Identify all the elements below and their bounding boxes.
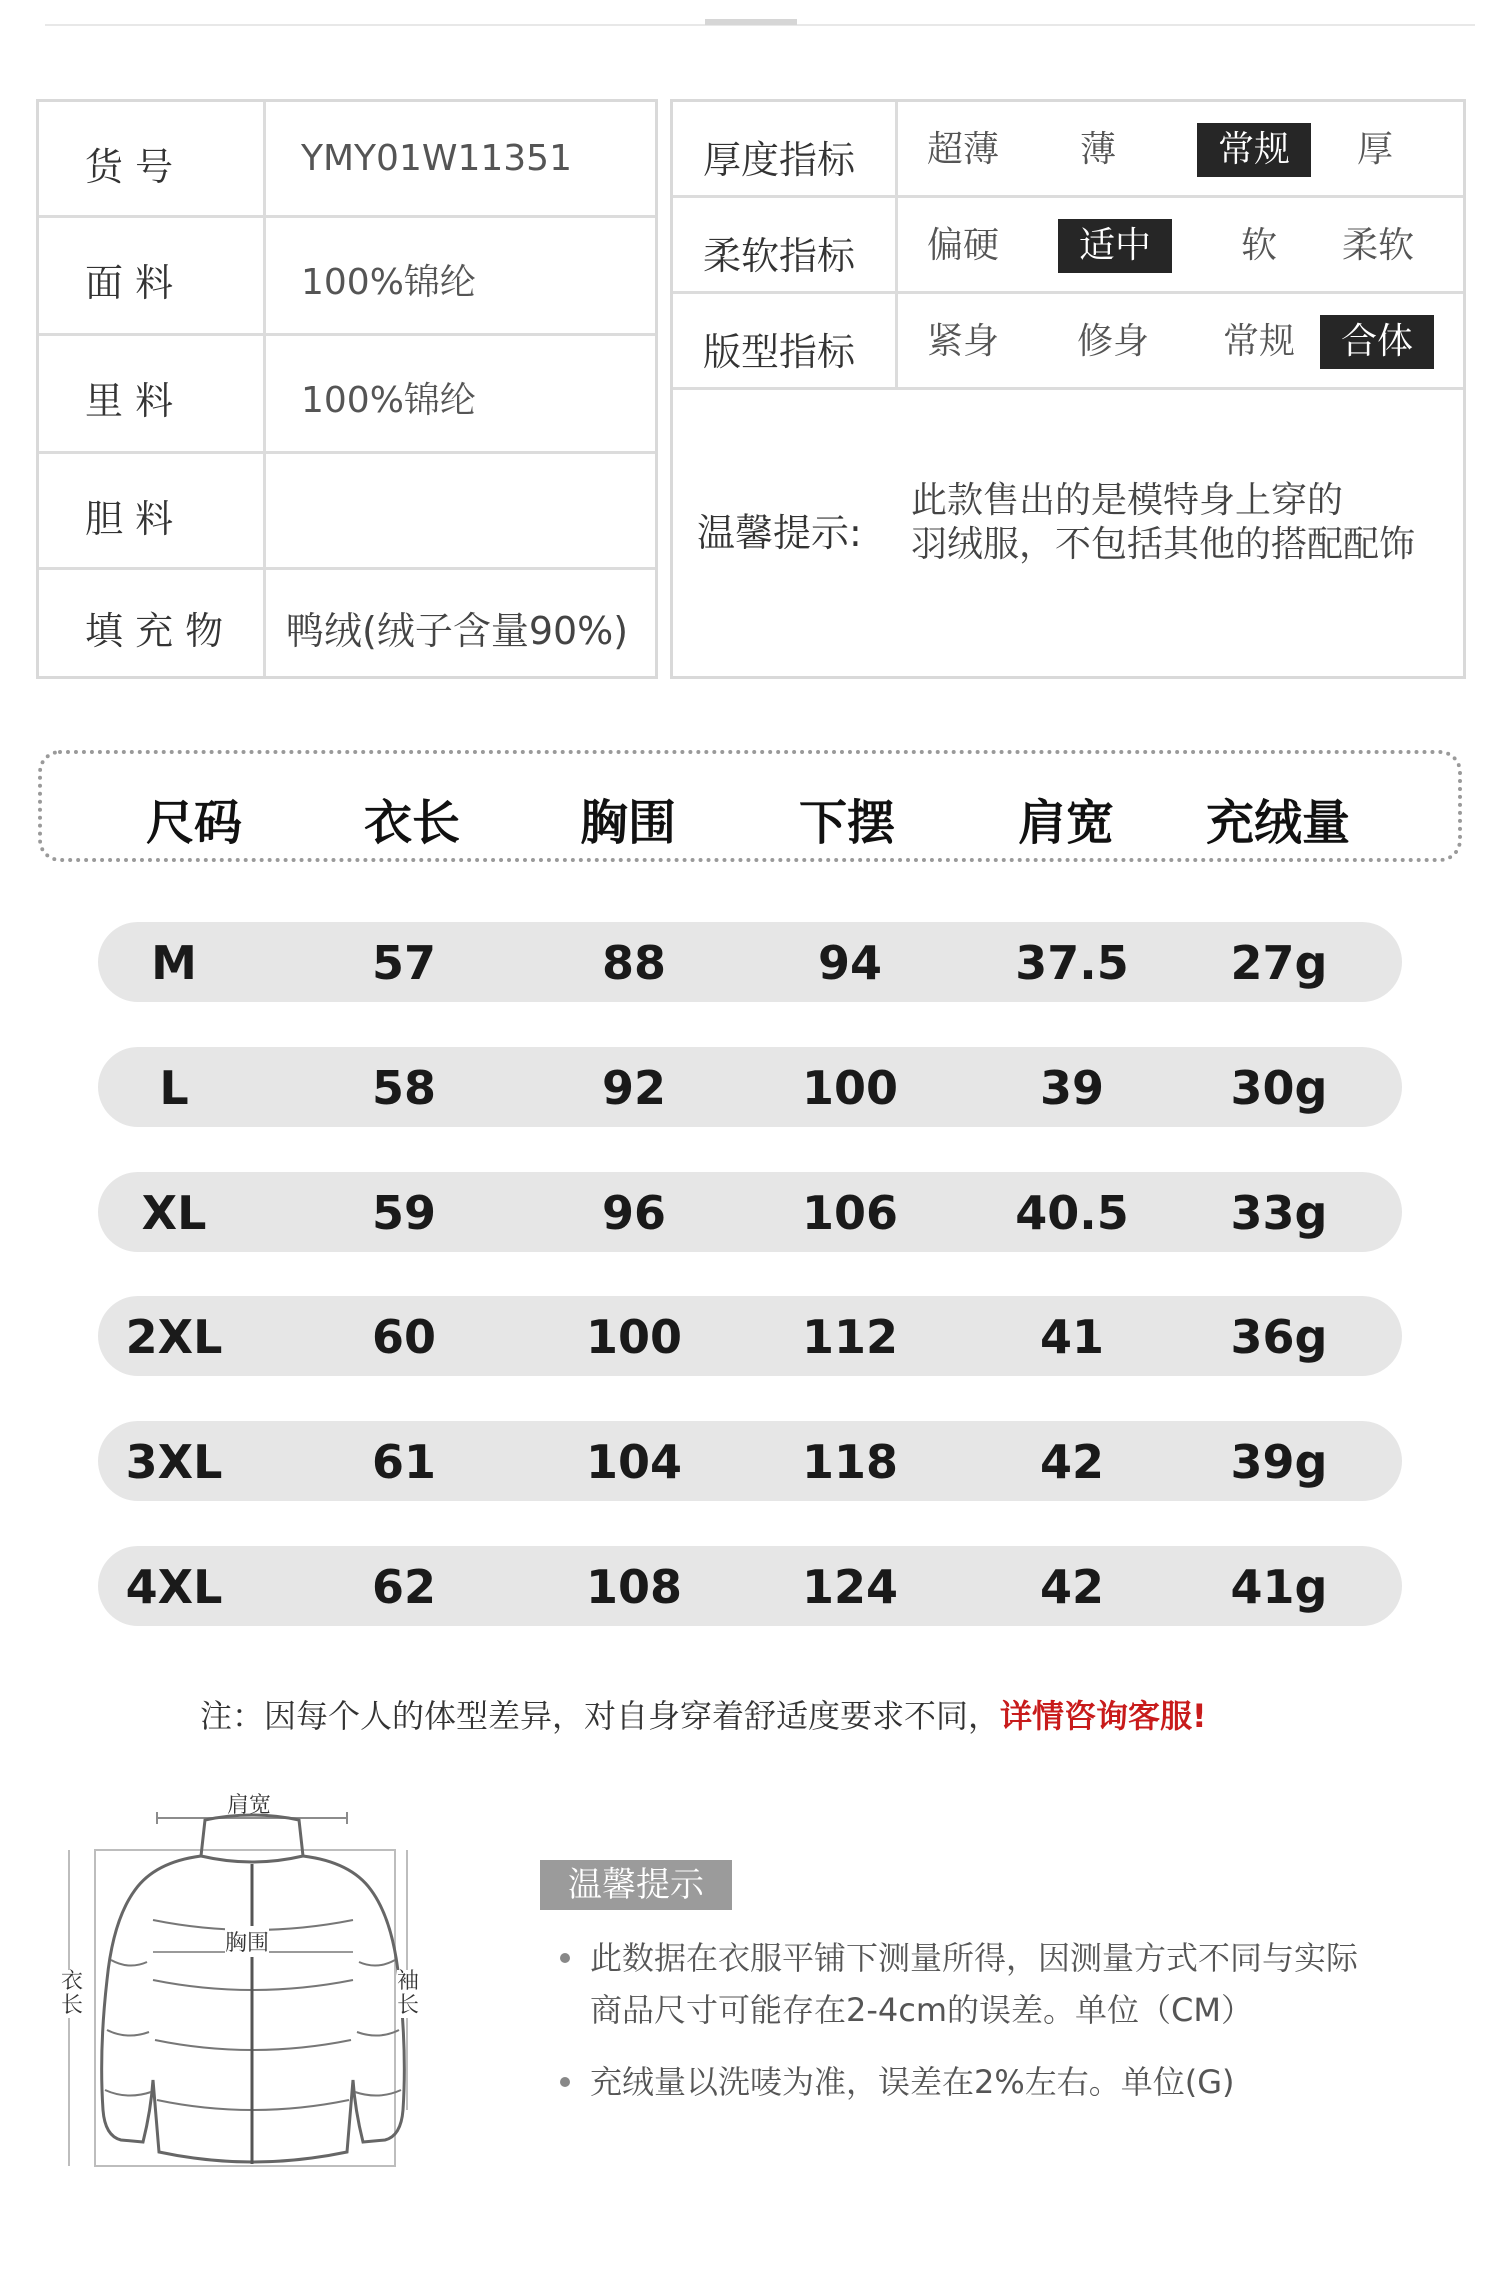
length-cell: 60 xyxy=(371,1310,437,1364)
warm-tip-label: 温馨提示: xyxy=(697,511,862,555)
chest-cell: 100 xyxy=(585,1310,683,1364)
down-fill-cell: 27g xyxy=(1230,936,1328,990)
indicator-option-selected: 合体 xyxy=(1320,315,1434,369)
info-label-cell xyxy=(39,218,266,333)
indicator-option: 超薄 xyxy=(926,129,999,170)
indicator-label: 柔软指标 xyxy=(703,234,856,278)
indicator-option: 薄 xyxy=(1079,129,1116,170)
bullet-icon xyxy=(560,2077,570,2087)
info-label-cell xyxy=(39,102,266,215)
chest-cell: 108 xyxy=(585,1560,683,1614)
hem-cell: 106 xyxy=(801,1186,899,1240)
shoulder-cell: 39 xyxy=(1039,1061,1105,1115)
chest-cell: 104 xyxy=(585,1435,683,1489)
indicator-option-selected: 常规 xyxy=(1197,123,1311,177)
indicator-label-cell xyxy=(673,294,898,387)
header-length: 衣长 xyxy=(363,795,461,851)
hem-cell: 124 xyxy=(801,1560,899,1614)
size-cell: M xyxy=(151,936,197,990)
product-info-table xyxy=(36,99,658,679)
contact-service-highlight: 详情咨询客服! xyxy=(1000,1697,1207,1735)
shoulder-cell: 42 xyxy=(1039,1435,1105,1489)
length-cell: 61 xyxy=(371,1435,437,1489)
down-fill-cell: 36g xyxy=(1230,1310,1328,1364)
top-tab-indicator xyxy=(705,19,797,25)
header-shoulder: 肩宽 xyxy=(1017,795,1115,851)
jacket-outline-icon xyxy=(55,1780,425,2180)
info-row-sku xyxy=(39,102,655,218)
chest-cell: 96 xyxy=(601,1186,667,1240)
hem-cell: 100 xyxy=(801,1061,899,1115)
indicator-label: 厚度指标 xyxy=(703,138,856,182)
size-cell: 2XL xyxy=(125,1310,223,1364)
info-value: 100%锦纶 xyxy=(301,262,476,303)
size-row xyxy=(98,1172,1402,1252)
info-label-cell xyxy=(39,570,266,676)
shoulder-cell: 37.5 xyxy=(1015,936,1129,990)
tip-line: 充绒量以洗唛为准，误差在2%左右。单位(G) xyxy=(590,2063,1235,2101)
length-label: 衣长 xyxy=(61,1969,84,2018)
size-cell: 3XL xyxy=(125,1435,223,1489)
indicator-option: 柔软 xyxy=(1341,225,1414,266)
info-label-cell xyxy=(39,336,266,451)
info-row-inner xyxy=(39,454,655,570)
indicator-option: 厚 xyxy=(1356,129,1393,170)
warm-tip-line: 此款售出的是模特身上穿的 xyxy=(911,480,1344,521)
size-row xyxy=(98,1296,1402,1376)
shoulder-cell: 40.5 xyxy=(1015,1186,1129,1240)
size-cell: L xyxy=(159,1061,189,1115)
size-row xyxy=(98,1546,1402,1626)
header-chest: 胸围 xyxy=(579,795,677,851)
info-row-filling xyxy=(39,570,655,676)
shoulder-label: 肩宽 xyxy=(227,1793,272,1818)
hem-cell: 112 xyxy=(801,1310,899,1364)
indicator-option: 偏硬 xyxy=(926,225,999,266)
chest-label: 胸围 xyxy=(225,1926,269,1957)
indicator-row-softness xyxy=(673,198,1463,294)
size-note xyxy=(200,1691,1207,1737)
size-row xyxy=(98,922,1402,1002)
header-down-fill: 充绒量 xyxy=(1205,795,1351,851)
indicator-label: 版型指标 xyxy=(703,330,856,374)
chest-cell: 88 xyxy=(601,936,667,990)
hem-cell: 94 xyxy=(817,936,883,990)
indicator-option-selected: 适中 xyxy=(1058,219,1172,273)
length-cell: 62 xyxy=(371,1560,437,1614)
tip-line: 商品尺寸可能存在2-4cm的误差。单位（CM） xyxy=(590,1991,1253,2029)
info-label: 填 充 物 xyxy=(85,609,224,653)
tips-badge: 温馨提示 xyxy=(540,1860,732,1910)
down-fill-cell: 33g xyxy=(1230,1186,1328,1240)
indicator-option: 软 xyxy=(1240,225,1277,266)
indicator-label-cell xyxy=(673,102,898,195)
bullet-icon xyxy=(560,1953,570,1963)
length-cell: 58 xyxy=(371,1061,437,1115)
indicator-option: 常规 xyxy=(1222,321,1295,362)
indicator-option: 紧身 xyxy=(926,321,999,362)
tip-text xyxy=(590,1932,1358,2036)
info-value: 100%锦纶 xyxy=(301,380,476,421)
info-label: 胆 料 xyxy=(85,497,174,541)
jacket-measurement-diagram xyxy=(55,1780,425,2180)
info-label: 面 料 xyxy=(85,261,174,305)
info-label: 货 号 xyxy=(85,145,174,189)
length-cell: 57 xyxy=(371,936,437,990)
size-cell: 4XL xyxy=(125,1560,223,1614)
info-value: YMY01W11351 xyxy=(301,138,572,179)
warm-tip-line: 羽绒服，不包括其他的搭配配饰 xyxy=(911,524,1416,565)
size-table-header xyxy=(38,750,1462,862)
shoulder-cell: 42 xyxy=(1039,1560,1105,1614)
header-hem: 下摆 xyxy=(798,795,896,851)
down-fill-cell: 41g xyxy=(1230,1560,1328,1614)
tip-line: 此数据在衣服平铺下测量所得，因测量方式不同与实际 xyxy=(590,1939,1359,1977)
down-fill-cell: 30g xyxy=(1230,1061,1328,1115)
indicator-row-thickness xyxy=(673,102,1463,198)
size-note-text: 注：因每个人的体型差异，对自身穿着舒适度要求不同， xyxy=(200,1697,1001,1735)
indicator-row-fit xyxy=(673,294,1463,390)
size-cell: XL xyxy=(141,1186,207,1240)
shoulder-cell: 41 xyxy=(1039,1310,1105,1364)
info-row-fabric xyxy=(39,218,655,336)
info-row-lining xyxy=(39,336,655,454)
header-size: 尺码 xyxy=(145,795,243,851)
hem-cell: 118 xyxy=(801,1435,899,1489)
down-fill-cell: 39g xyxy=(1230,1435,1328,1489)
size-row xyxy=(98,1047,1402,1127)
info-label: 里 料 xyxy=(85,379,174,423)
warm-tip-text xyxy=(911,479,1415,567)
info-value: 鸭绒(绒子含量90%) xyxy=(286,609,629,653)
length-cell: 59 xyxy=(371,1186,437,1240)
chest-cell: 92 xyxy=(601,1061,667,1115)
sleeve-label: 袖长 xyxy=(397,1969,420,2018)
indicator-table xyxy=(670,99,1466,679)
size-row xyxy=(98,1421,1402,1501)
indicator-label-cell xyxy=(673,198,898,291)
indicator-option: 修身 xyxy=(1076,321,1149,362)
info-label-cell xyxy=(39,454,266,567)
